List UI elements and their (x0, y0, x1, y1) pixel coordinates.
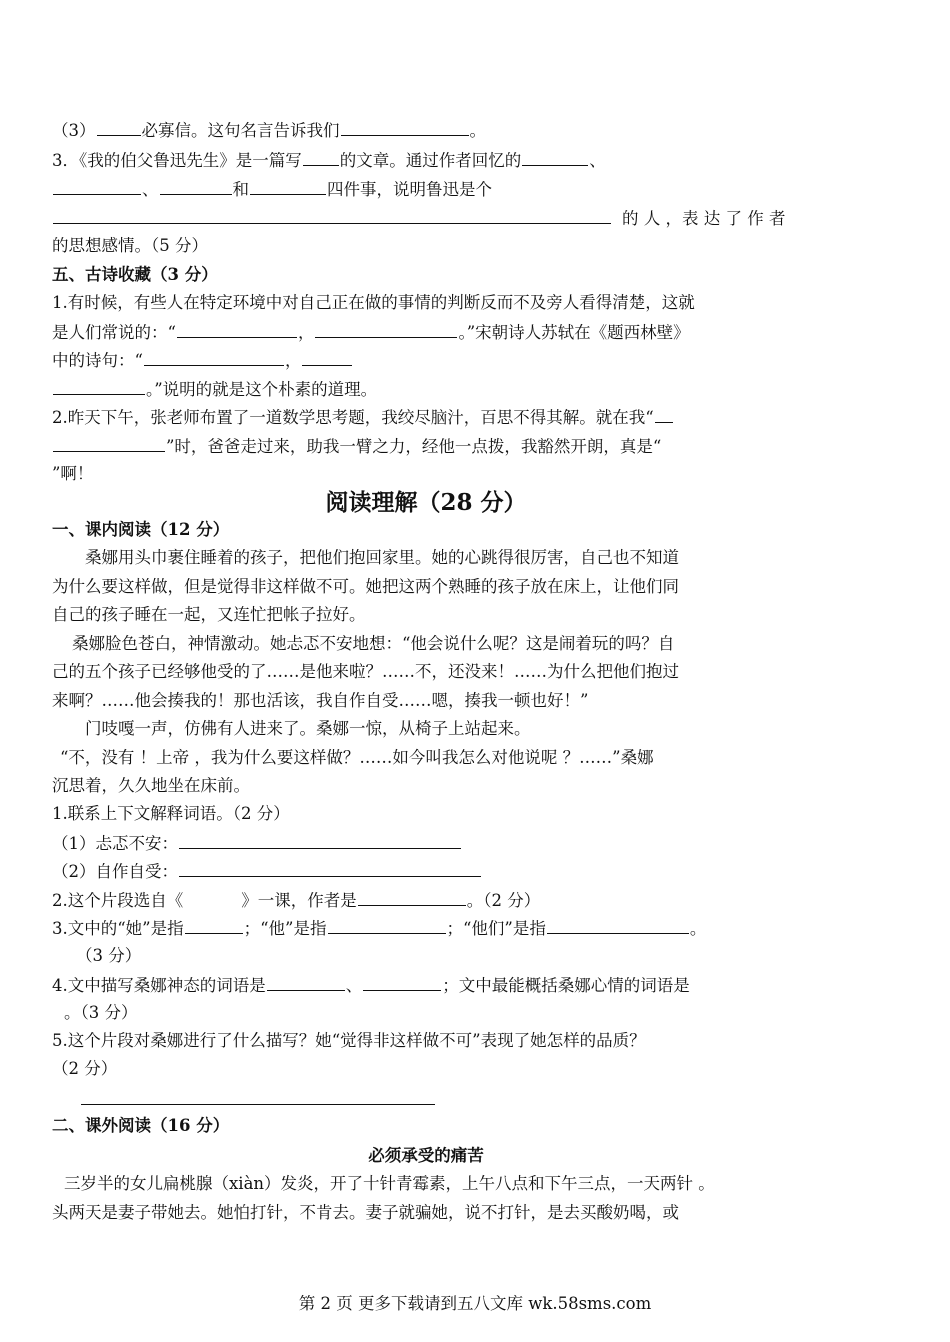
passage-line: 沉思着，久久地坐在床前。 (52, 776, 250, 795)
passage-line: 来啊？……他会揍我的！那也活该，我自作自受……嗯，揍我一顿也好！” (52, 691, 589, 710)
blank[interactable] (177, 319, 297, 338)
section-heading-extracurricular: 二、课外阅读（16 分） (52, 1116, 230, 1135)
blank[interactable] (302, 347, 352, 366)
question-2: 2.这个片段选自《 》一课，作者是 。（2 分） (52, 887, 800, 914)
question-1: 1.联系上下文解释词语。（2 分） (52, 804, 290, 823)
passage-line: 桑娜脸色苍白，神情激动。她忐忑不安地想：“他会说什么呢？这是闹着玩的吗？自 (72, 634, 675, 653)
question-1-2: （2）自作自受： (52, 858, 800, 885)
blank[interactable] (363, 972, 441, 991)
passage-line: 门吱嘎一声，仿佛有人进来了。桑娜一惊，从椅子上站起来。 (85, 719, 531, 738)
blank[interactable] (53, 205, 611, 224)
section-title-reading: 阅读理解（28 分） (325, 489, 527, 516)
question-4: 4.文中描写桑娜神态的词语是 、 ；文中最能概括桑娜心情的词语是 (52, 972, 800, 999)
section-heading-poems: 五、古诗收藏（3 分） (52, 265, 218, 284)
line-luxun-4: 的思想感情。（5 分） (52, 236, 208, 255)
line-luxun-1: 3．《我的伯父鲁迅先生》是一篇写 的文章。通过作者回忆的 、 (52, 147, 800, 174)
blank[interactable] (179, 858, 481, 877)
blank[interactable] (267, 972, 345, 991)
passage-line: 己的五个孩子已经够他受的了……是他来啦？……不，还没来！……为什么把他们抱过 (52, 662, 679, 681)
blank[interactable] (160, 176, 232, 195)
blank[interactable] (97, 117, 141, 136)
blank[interactable] (144, 347, 284, 366)
line-luxun-3: 的 人 ，表 达 了 作 者 (52, 205, 785, 232)
poem-q1-line4: 。”说明的就是这个朴素的道理。 (52, 376, 800, 403)
poem-q2-line1: 2.昨天下午，张老师布置了一道数学思考题，我绞尽脑汁，百思不得其解。就在我“ (52, 404, 800, 431)
blank[interactable] (547, 915, 689, 934)
passage-line: 为什么要这样做，但是觉得非这样做不可。她把这两个熟睡的孩子放在床上，让他们同 (52, 577, 679, 596)
blank[interactable] (341, 117, 469, 136)
question-3: 3.文中的“她”是指 ；“他”是指 ；“他们”是指 。 (52, 915, 800, 942)
page-footer: 第 2 页 更多下载请到五八文库 wk.58sms.com (298, 1294, 652, 1313)
blank[interactable] (522, 147, 588, 166)
poem-q1-line1: 1.有时候，有些人在特定环境中对自己正在做的事情的判断反而不及旁人看得清楚，这就 (52, 293, 695, 312)
question-5: 5.这个片段对桑娜进行了什么描写？她“觉得非这样做不可”表现了她怎样的品质？ (52, 1031, 646, 1050)
passage-line: 自己的孩子睡在一起，又连忙把帐子拉好。 (52, 605, 366, 624)
poem-q1-line3: 中的诗句：“ ， (52, 347, 800, 374)
blank[interactable] (185, 915, 243, 934)
passage-line: “不，没有 ！上帝 ，我为什么要这样做？……如今叫我怎么对他说呢 ？……”桑娜 (60, 748, 654, 767)
blank[interactable] (53, 176, 141, 195)
poem-q1-line2: 是人们常说的：“ ， 。”宋朝诗人苏轼在《题西林壁》 (52, 319, 800, 346)
section-heading-in-class: 一、课内阅读（12 分） (52, 520, 230, 539)
blank[interactable] (53, 433, 165, 452)
blank[interactable] (250, 176, 326, 195)
question-3-score: （3 分） (76, 946, 142, 965)
line-luxun-2: 、 和 四件事，说明鲁迅是个 (52, 176, 800, 203)
poem-q2-line3: ”啊！ (52, 464, 94, 483)
question-5-score: （2 分） (52, 1059, 118, 1078)
blank[interactable] (358, 887, 466, 906)
blank[interactable] (315, 319, 457, 338)
story-line: 头两天是妻子带她去。她怕打针，不肯去。妻子就骗她，说不打针，是去买酸奶喝，或 (52, 1203, 679, 1222)
passage-line: 桑娜用头巾裹住睡着的孩子，把他们抱回家里。她的心跳得很厉害，自己也不知道 (85, 548, 679, 567)
blank[interactable] (655, 404, 673, 423)
blank[interactable] (179, 830, 461, 849)
blank[interactable] (53, 376, 145, 395)
line-q3: （3） 必寡信。这句名言告诉我们 。 (52, 117, 800, 144)
question-1-1: （1）忐忑不安： (52, 830, 800, 857)
answer-line[interactable] (81, 1086, 435, 1105)
poem-q2-line2: ”时，爸爸走过来，助我一臂之力，经他一点拨，我豁然开朗，真是“ (52, 433, 800, 460)
blank[interactable] (328, 915, 446, 934)
story-line: 三岁半的女儿扁桃腺（xiàn）发炎，开了十针青霉素，上午八点和下午三点，一天两针 。 (64, 1174, 715, 1193)
story-title: 必须承受的痛苦 (368, 1146, 484, 1165)
question-4-score: 。（3 分） (64, 1003, 138, 1022)
blank[interactable] (303, 147, 339, 166)
